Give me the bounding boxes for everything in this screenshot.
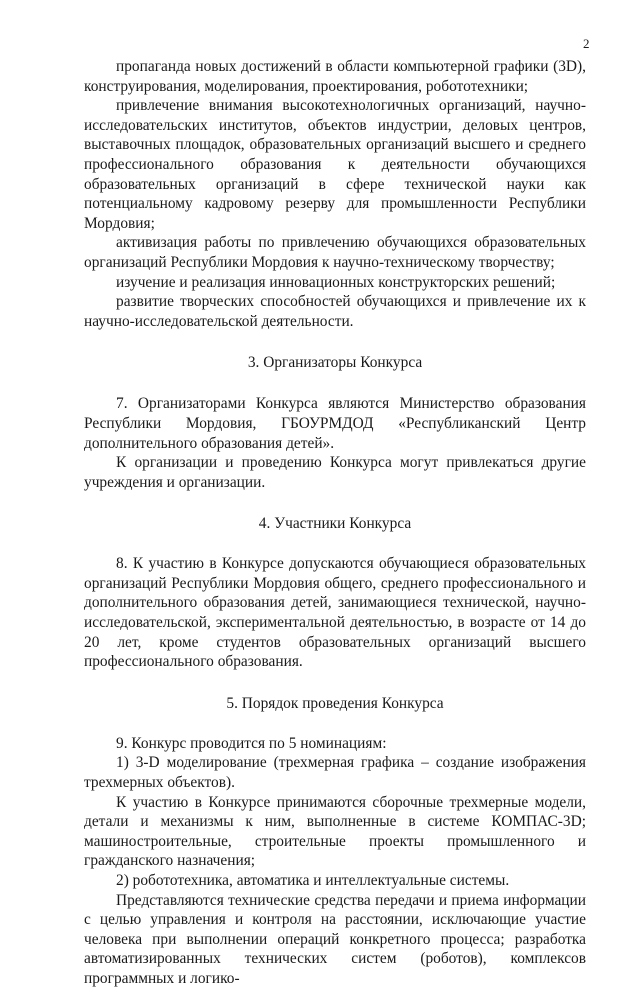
paragraph: Представляются технические средства передачи и приема информации с целью управления и контроля на расстоянии, исключающие участие человека при выполнении операций конкретного процесса; разработка автоматизированных технических систем (роботов), комплексов программных и логико- xyxy=(84,891,586,987)
intro-item: привлечение внимания высокотехнологичных организаций, научно-исследовательских институтов, объектов индустрии, деловых центров, выставочных площадок, образовательных организаций высшего и среднего профессионального образования к деятельности обучающихся образовательных организаций в сфере технической науки как потенциальному кадровому резерву для промышленности Республики Мордовия; xyxy=(84,97,586,232)
section-heading-procedure: 5. Порядок проведения Конкурса xyxy=(226,694,444,712)
paragraph: К организации и проведению Конкурса могут привлекаться другие учреждения и организации. xyxy=(84,454,586,491)
document-body xyxy=(84,57,586,989)
intro-item: развитие творческих способностей обучающихся и привлечение их к научно-исследовательской деятельности. xyxy=(84,293,586,330)
paragraph: К участию в Конкурсе принимаются сборочные трехмерные модели, детали и механизмы к ним, выполненные в системе КОМПАС-3D; машиностроительные, строительные проекты промышленного и гражданского назначения; xyxy=(84,793,586,870)
paragraph: 8. К участию в Конкурсе допускаются обучающиеся образовательных организаций Республики Мордовия общего, среднего профессионального и дополнительного образования детей, занимающиеся технической, научно-исследовательской, экспериментальной деятельностью, в возрасте от 14 до 20 лет, кроме студентов образовательных организаций высшего профессионального образования. xyxy=(84,555,586,671)
intro-item: активизация работы по привлечению обучающихся образовательных организаций Республики Мордовия к научно-техническому творчеству; xyxy=(84,234,586,271)
paragraph: 9. Конкурс проводится по 5 номинациям: xyxy=(116,734,387,752)
paragraph: 2) робототехника, автоматика и интеллектуальные системы. xyxy=(116,872,510,889)
page-number: 2 xyxy=(583,36,590,51)
intro-item: изучение и реализация инновационных конструкторских решений; xyxy=(116,273,556,291)
paragraph: 7. Организаторами Конкурса являются Министерство образования Республики Мордовия, ГБОУРМДОД «Республиканский Центр дополнительного образования детей». xyxy=(84,395,586,452)
section-heading-organizers: 3. Организаторы Конкурса xyxy=(247,354,423,372)
paragraph: 1) 3-D моделирование (трехмерная графика – создание изображения трехмерных объектов). xyxy=(84,754,586,792)
section-heading-participants: 4. Участники Конкурса xyxy=(258,515,412,533)
intro-item: пропаганда новых достижений в области компьютерной графики (3D), конструирования, моделирования, проектирования, робототехники; xyxy=(84,58,586,95)
